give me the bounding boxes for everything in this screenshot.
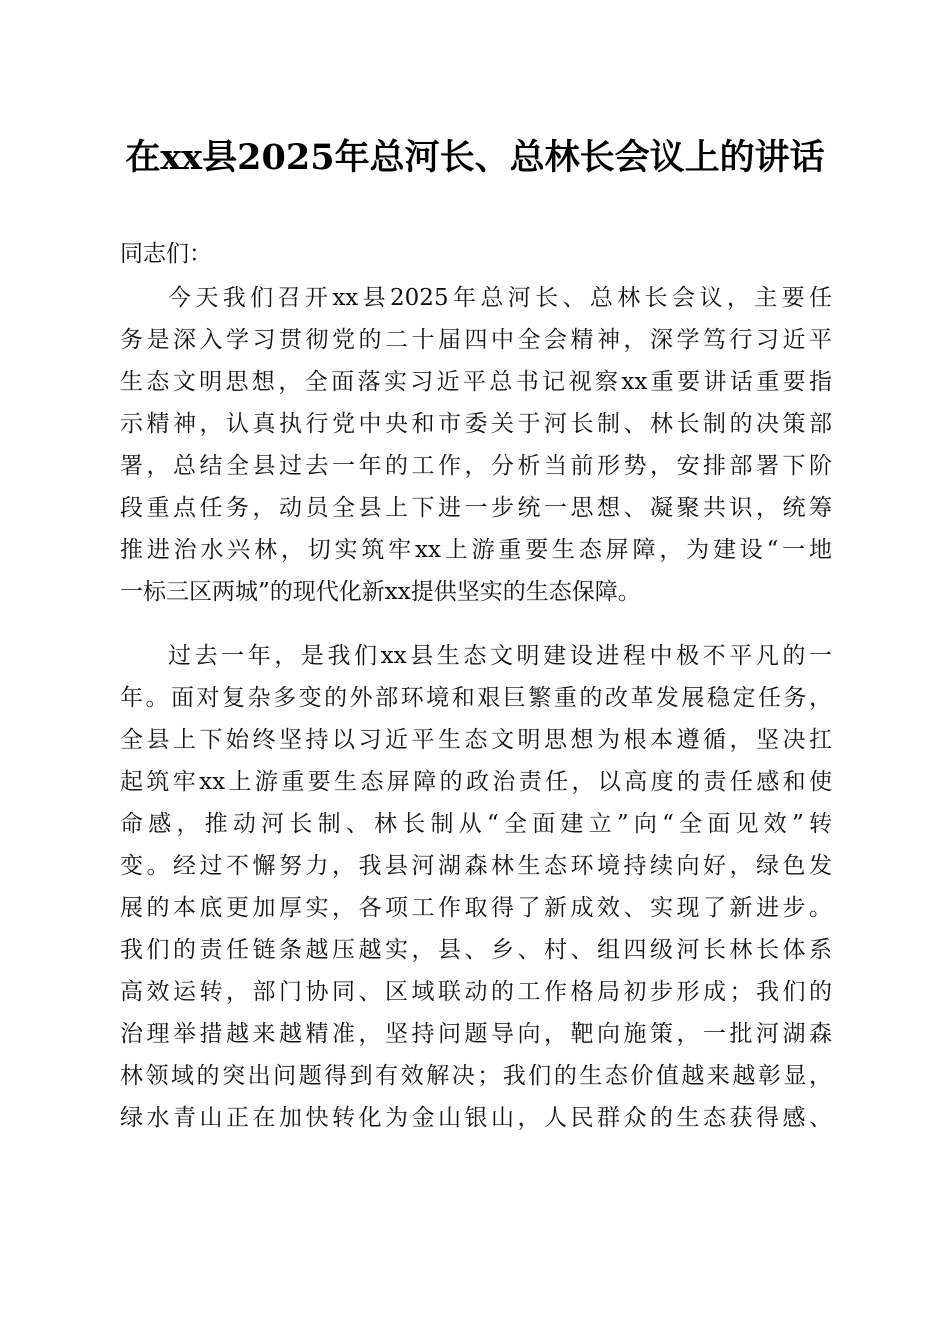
paragraph-2	[120, 635, 832, 1139]
paragraph-line: 务是深入学习贯彻党的二十届四中全会精神，深学笃行习近平	[120, 327, 832, 353]
paragraph-line: 年。面对复杂多变的外部环境和艰巨繁重的改革发展稳定任务，	[120, 685, 832, 711]
paragraph-line: 林领域的突出问题得到有效解决；我们的生态价值越来越彰显，	[120, 1063, 832, 1089]
paragraph-line: 我们的责任链条越压越实，县、乡、村、组四级河长林长体系	[120, 937, 832, 963]
paragraph-line: 今天我们召开xx县2025年总河长、总林长会议，主要任	[168, 285, 832, 311]
paragraph-line: 治理举措越来越精准，坚持问题导向，靶向施策，一批河湖森	[120, 1021, 832, 1047]
paragraph-line: 推进治水兴林，切实筑牢xx上游重要生态屏障，为建设“一地	[120, 537, 832, 563]
paragraph-line: 起筑牢xx上游重要生态屏障的政治责任，以高度的责任感和使	[120, 769, 832, 795]
paragraph-line: 示精神，认真执行党中央和市委关于河长制、林长制的决策部	[120, 411, 832, 437]
document-title: 在xx县2025年总河长、总林长会议上的讲话	[125, 137, 825, 178]
paragraph-line: 署，总结全县过去一年的工作，分析当前形势，安排部署下阶	[120, 453, 832, 479]
paragraph-line: 变。经过不懈努力，我县河湖森林生态环境持续向好，绿色发	[120, 853, 832, 879]
paragraph-line: 一标三区两城”的现代化新xx提供坚实的生态保障。	[120, 579, 641, 605]
paragraph-line: 生态文明思想，全面落实习近平总书记视察xx重要讲话重要指	[120, 369, 832, 395]
paragraph-line: 命感，推动河长制、林长制从“全面建立”向“全面见效”转	[120, 811, 832, 837]
paragraph-line: 展的本底更加厚实，各项工作取得了新成效、实现了新进步。	[120, 895, 832, 921]
paragraph-line: 过去一年，是我们xx县生态文明建设进程中极不平凡的一	[168, 643, 832, 669]
paragraph-line: 高效运转，部门协同、区域联动的工作格局初步形成；我们的	[120, 979, 832, 1005]
salutation: 同志们：	[120, 241, 212, 267]
paragraph-line: 全县上下始终坚持以习近平生态文明思想为根本遵循，坚决扛	[120, 727, 832, 753]
paragraph-line: 段重点任务，动员全县上下进一步统一思想、凝聚共识，统筹	[120, 495, 832, 521]
paragraph-1	[120, 277, 832, 613]
paragraph-line: 绿水青山正在加快转化为金山银山，人民群众的生态获得感、	[120, 1105, 832, 1131]
